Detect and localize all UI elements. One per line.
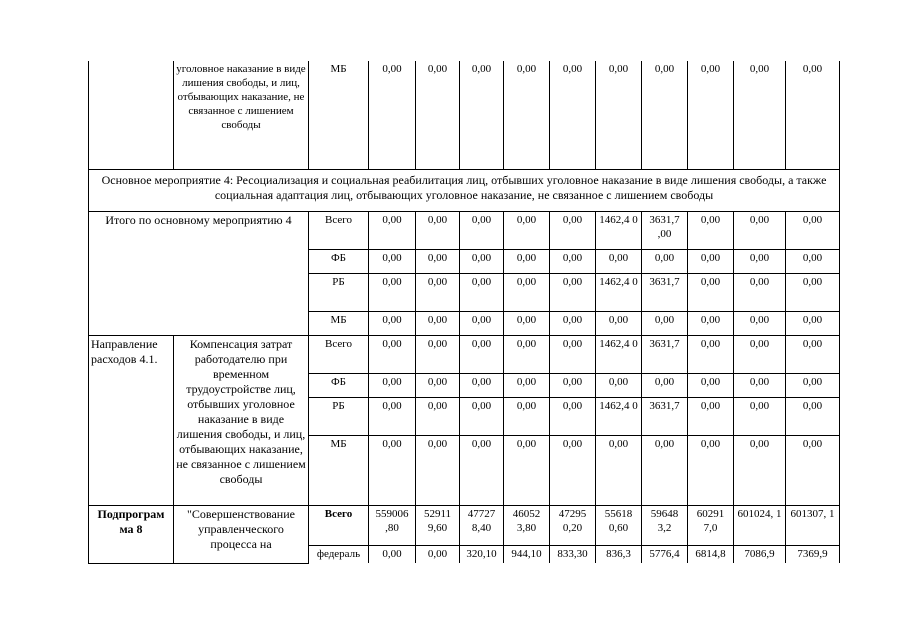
direction-4-1-label: Направление расходов 4.1. [89,335,174,505]
value-cell: 7086,9 [734,545,786,563]
value-cell: 3631,7 [642,397,688,435]
table-row [89,505,840,545]
direction-4-1-desc: Компенсация затрат работодателю при временном трудоустройстве лиц, отбывших уголовное наказание в виде лишения свободы, и лиц, отбывающих наказание, не связанное с лишением свободы [174,335,309,505]
value-cell: 0,00 [504,311,550,335]
value-cell: 0,00 [550,373,596,397]
value-cell: 0,00 [504,397,550,435]
value-cell: 55618 0,60 [596,505,642,545]
value-cell: 0,00 [688,249,734,273]
value-cell: 0,00 [416,545,460,563]
description-cell: уголовное наказание в виде лишения свободы, и лиц, отбывающих наказание, не связанное с лишением свободы [174,61,309,169]
value-cell: 7369,9 [786,545,840,563]
value-cell: 0,00 [688,211,734,249]
value-cell: 52911 9,60 [416,505,460,545]
source-cell: ФБ [309,249,369,273]
value-cell: 0,00 [504,273,550,311]
value-cell: 0,00 [642,435,688,505]
value-cell: 0,00 [642,373,688,397]
value-cell: 47295 0,20 [550,505,596,545]
value-cell: 0,00 [416,335,460,373]
value-cell: 0,00 [734,61,786,169]
value-cell: 0,00 [734,435,786,505]
value-cell: 47727 8,40 [460,505,504,545]
value-cell: 320,10 [460,545,504,563]
value-cell: 1462,4 0 [596,335,642,373]
value-cell: 0,00 [369,373,416,397]
value-cell: 0,00 [460,273,504,311]
empty-cell [89,61,174,169]
value-cell: 0,00 [416,311,460,335]
value-cell: 0,00 [460,61,504,169]
value-cell: 1462,4 0 [596,211,642,249]
source-cell: федераль [309,545,369,563]
table-row [89,61,840,169]
value-cell: 0,00 [416,397,460,435]
source-cell: Всего [309,335,369,373]
value-cell: 0,00 [596,373,642,397]
value-cell: 6814,8 [688,545,734,563]
value-cell: 833,30 [550,545,596,563]
value-cell: 0,00 [369,273,416,311]
value-cell: 0,00 [596,311,642,335]
source-cell: Всего [309,211,369,249]
value-cell: 0,00 [504,373,550,397]
value-cell: 0,00 [688,61,734,169]
value-cell: 944,10 [504,545,550,563]
value-cell: 0,00 [550,249,596,273]
value-cell: 0,00 [786,211,840,249]
value-cell: 0,00 [504,249,550,273]
value-cell: 0,00 [550,211,596,249]
value-cell: 0,00 [734,373,786,397]
value-cell: 0,00 [786,273,840,311]
value-cell: 0,00 [688,335,734,373]
value-cell: 0,00 [688,311,734,335]
value-cell: 0,00 [786,435,840,505]
value-cell: 0,00 [688,373,734,397]
value-cell: 5776,4 [642,545,688,563]
value-cell: 601024, 1 [734,505,786,545]
value-cell: 0,00 [786,335,840,373]
source-cell: Всего [309,505,369,545]
value-cell: 0,00 [460,211,504,249]
value-cell: 0,00 [369,397,416,435]
value-cell: 0,00 [460,311,504,335]
value-cell: 0,00 [369,61,416,169]
total-4-label: Итого по основному мероприятию 4 [89,211,309,335]
value-cell: 0,00 [596,61,642,169]
value-cell: 0,00 [416,61,460,169]
table-row [89,211,840,249]
section-header-row [89,169,840,211]
value-cell: 0,00 [460,373,504,397]
value-cell: 0,00 [550,397,596,435]
value-cell: 0,00 [596,435,642,505]
subprogram-8-desc: "Совершенствование управленческого процесса на [174,505,309,563]
subprogram-8-label: Подпрограм ма 8 [89,505,174,563]
value-cell: 0,00 [504,435,550,505]
source-cell: РБ [309,397,369,435]
value-cell: 0,00 [786,61,840,169]
budget-table [88,61,840,564]
value-cell: 0,00 [734,311,786,335]
value-cell: 1462,4 0 [596,397,642,435]
value-cell: 0,00 [416,435,460,505]
value-cell: 0,00 [786,249,840,273]
source-cell: РБ [309,273,369,311]
value-cell: 0,00 [504,335,550,373]
value-cell: 59648 3,2 [642,505,688,545]
value-cell: 0,00 [550,273,596,311]
table-body [89,61,840,563]
value-cell: 0,00 [688,435,734,505]
value-cell: 0,00 [688,273,734,311]
value-cell: 0,00 [688,397,734,435]
value-cell: 0,00 [369,249,416,273]
value-cell: 0,00 [734,211,786,249]
value-cell: 0,00 [416,249,460,273]
value-cell: 0,00 [642,311,688,335]
value-cell: 0,00 [642,61,688,169]
value-cell: 0,00 [550,61,596,169]
value-cell: 0,00 [369,211,416,249]
value-cell: 0,00 [416,373,460,397]
source-cell: МБ [309,61,369,169]
value-cell: 0,00 [734,249,786,273]
value-cell: 0,00 [734,335,786,373]
source-cell: ФБ [309,373,369,397]
value-cell: 0,00 [369,311,416,335]
source-cell: МБ [309,311,369,335]
value-cell: 0,00 [786,373,840,397]
source-cell: МБ [309,435,369,505]
value-cell: 559006 ,80 [369,505,416,545]
value-cell: 0,00 [416,211,460,249]
value-cell: 0,00 [504,211,550,249]
table-row [89,335,840,373]
value-cell: 0,00 [786,397,840,435]
value-cell: 0,00 [460,249,504,273]
value-cell: 3631,7 ,00 [642,211,688,249]
value-cell: 0,00 [369,335,416,373]
value-cell: 0,00 [460,435,504,505]
value-cell: 0,00 [504,61,550,169]
value-cell: 0,00 [596,249,642,273]
value-cell: 0,00 [550,335,596,373]
value-cell: 0,00 [550,311,596,335]
value-cell: 0,00 [642,249,688,273]
value-cell: 0,00 [734,273,786,311]
value-cell: 0,00 [734,397,786,435]
value-cell: 0,00 [460,397,504,435]
value-cell: 1462,4 0 [596,273,642,311]
event-4-header: Основное мероприятие 4: Ресоциализация и социальная реабилитация лиц, отбывших уголовное наказание в виде лишения свободы, а также социальная адаптация лиц, отбывающих уголовное наказание, не связанное с лишением свободы [89,169,840,211]
value-cell: 3631,7 [642,335,688,373]
value-cell: 0,00 [369,545,416,563]
value-cell: 0,00 [416,273,460,311]
value-cell: 0,00 [786,311,840,335]
value-cell: 60291 7,0 [688,505,734,545]
value-cell: 3631,7 [642,273,688,311]
value-cell: 0,00 [369,435,416,505]
value-cell: 0,00 [550,435,596,505]
value-cell: 0,00 [460,335,504,373]
value-cell: 836,3 [596,545,642,563]
value-cell: 601307, 1 [786,505,840,545]
value-cell: 46052 3,80 [504,505,550,545]
